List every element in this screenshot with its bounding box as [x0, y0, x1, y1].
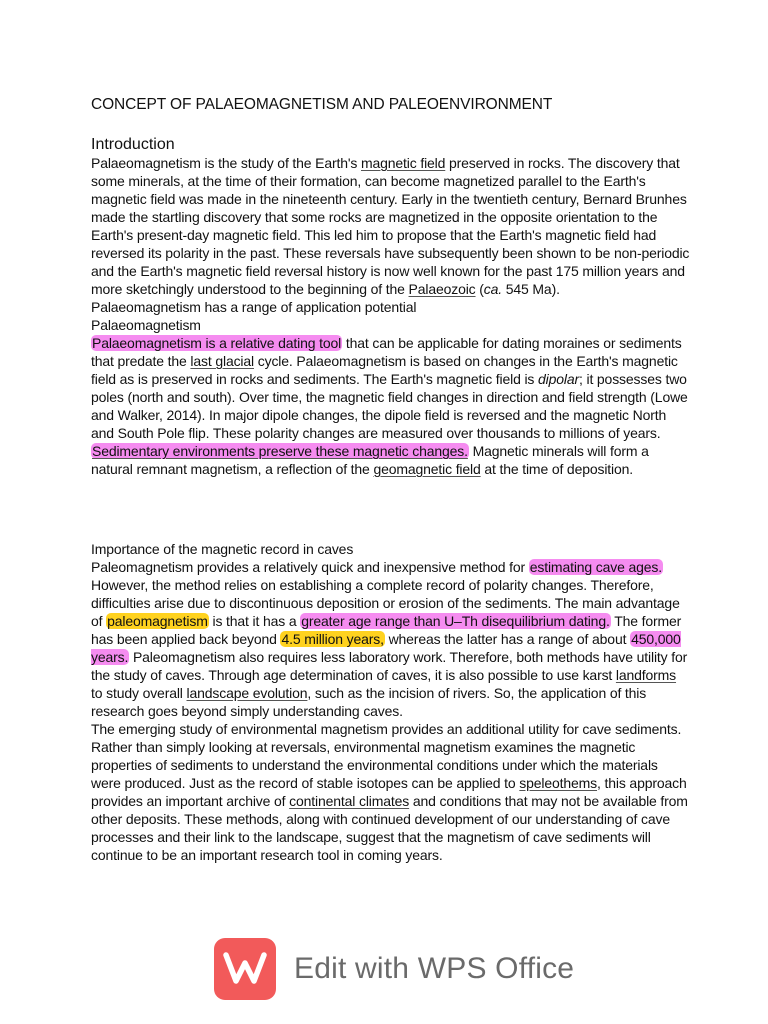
palaeomagnetism-paragraph: Palaeomagnetism is a relative dating tool that can be applicable for dating moraines or sediments that predate the last glacial cycle. Palaeomagnetism is based on changes in the Earth's magnetic field as is preserved in rocks and sediments. The Earth's magnetic field is dipolar; it possesses two poles (north and south). Over time, the magnetic field changes in direction and field strength (Lowe and Walker, 2014). In major dipole changes, the dipole field is reversed and the magnetic North and South Pole flip. These polarity changes are measured over thousands to millions of years. Sedimentary environments preserve these magnetic changes. Magnetic minerals will form a natural remnant magnetism, a reflection of the geomagnetic field at the time of deposition.	[91, 335, 688, 477]
link-continental-climates[interactable]: continental climates	[289, 793, 410, 809]
link-landscape-evolution[interactable]: landscape evolution	[186, 685, 308, 701]
document-page	[91, 96, 691, 864]
highlight-pink[interactable]: estimating cave ages.	[529, 559, 663, 575]
edit-with-wps-banner[interactable]	[214, 938, 594, 1000]
wps-office-logo-icon	[214, 938, 276, 1000]
wps-w-glyph	[222, 949, 268, 989]
highlight-pink[interactable]: Palaeomagnetism is a relative dating tool	[92, 335, 342, 351]
caves-paragraph: Paleomagnetism provides a relatively quick and inexpensive method for estimating cave ages. However, the method relies on establishing a complete record of polarity changes. Therefore, difficulties arise due to discontinuous deposition or erosion of the sediments. The main advantage of paleomagnetism is that it has a greater age range than U–Th disequilibrium dating. The former has been applied back beyond 4.5 million years, whereas the latter has a range of about 450,000 years. Paleomagnetism also requires less laboratory work. Therefore, both methods have utility for the study of caves. Through age determination of caves, it is also possible to use karst landforms to study overall landscape evolution, such as the incision of rivers. So, the application of this research goes beyond simply understanding caves.	[91, 559, 688, 719]
link-landforms[interactable]: landforms	[615, 667, 677, 683]
highlight-pink[interactable]: 450,000 years.	[91, 631, 681, 665]
caves-heading: Importance of the magnetic record in caves	[91, 541, 354, 557]
link-palaeozoic[interactable]: Palaeozoic	[408, 281, 476, 297]
introduction-heading: Introduction	[91, 136, 175, 153]
highlight-pink[interactable]: Sedimentary environments preserve these magnetic changes.	[92, 443, 468, 459]
highlight-yellow[interactable]: paleomagnetism	[107, 613, 208, 629]
document-title: CONCEPT OF PALAEOMAGNETISM AND PALEOENVIRONMENT	[91, 96, 553, 113]
link-speleothems[interactable]: speleothems	[519, 775, 598, 791]
link-magnetic-field[interactable]: magnetic field	[361, 155, 446, 171]
link-last-glacial[interactable]: last glacial	[190, 353, 254, 369]
palaeomagnetism-heading: Palaeomagnetism	[91, 317, 201, 333]
highlight-pink[interactable]: greater age range than U–Th disequilibrium dating.	[301, 613, 610, 629]
introduction-paragraph: Palaeomagnetism is the study of the Earth's magnetic field preserved in rocks. The discovery that some minerals, at the time of their formation, can become magnetized parallel to the Earth's magnetic field was made in the nineteenth century. Early in the twentieth century, Bernard Brunhes made the startling discovery that some rocks are magnetized in the opposite orientation to the Earth's present-day magnetic field. This led him to propose that the Earth's magnetic field had reversed its polarity in the past. These reversals have subsequently been shown to be non-periodic and the Earth's magnetic field reversal history is now well known for the past 175 million years and more sketchingly understood to the beginning of the Palaeozoic (ca. 545 Ma). Palaeomagnetism has a range of application potential	[91, 155, 690, 315]
highlight-yellow[interactable]: 4.5 million years,	[281, 631, 384, 647]
environmental-magnetism-paragraph: The emerging study of environmental magnetism provides an additional utility for cave sediments. Rather than simply looking at reversals, environmental magnetism examines the magnetic properties of sediments to understand the environmental conditions under which the materials were produced. Just as the record of stable isotopes can be applied to speleothems, this approach provides an important archive of continental climates and conditions that may not be available from other deposits. These methods, along with continued development of our understanding of cave processes and their link to the landscape, suggest that the magnetism of cave sediments will continue to be an important research tool in coming years.	[91, 721, 688, 863]
wps-banner-text: Edit with WPS Office	[294, 952, 575, 985]
link-geomagnetic-field[interactable]: geomagnetic field	[373, 461, 481, 477]
